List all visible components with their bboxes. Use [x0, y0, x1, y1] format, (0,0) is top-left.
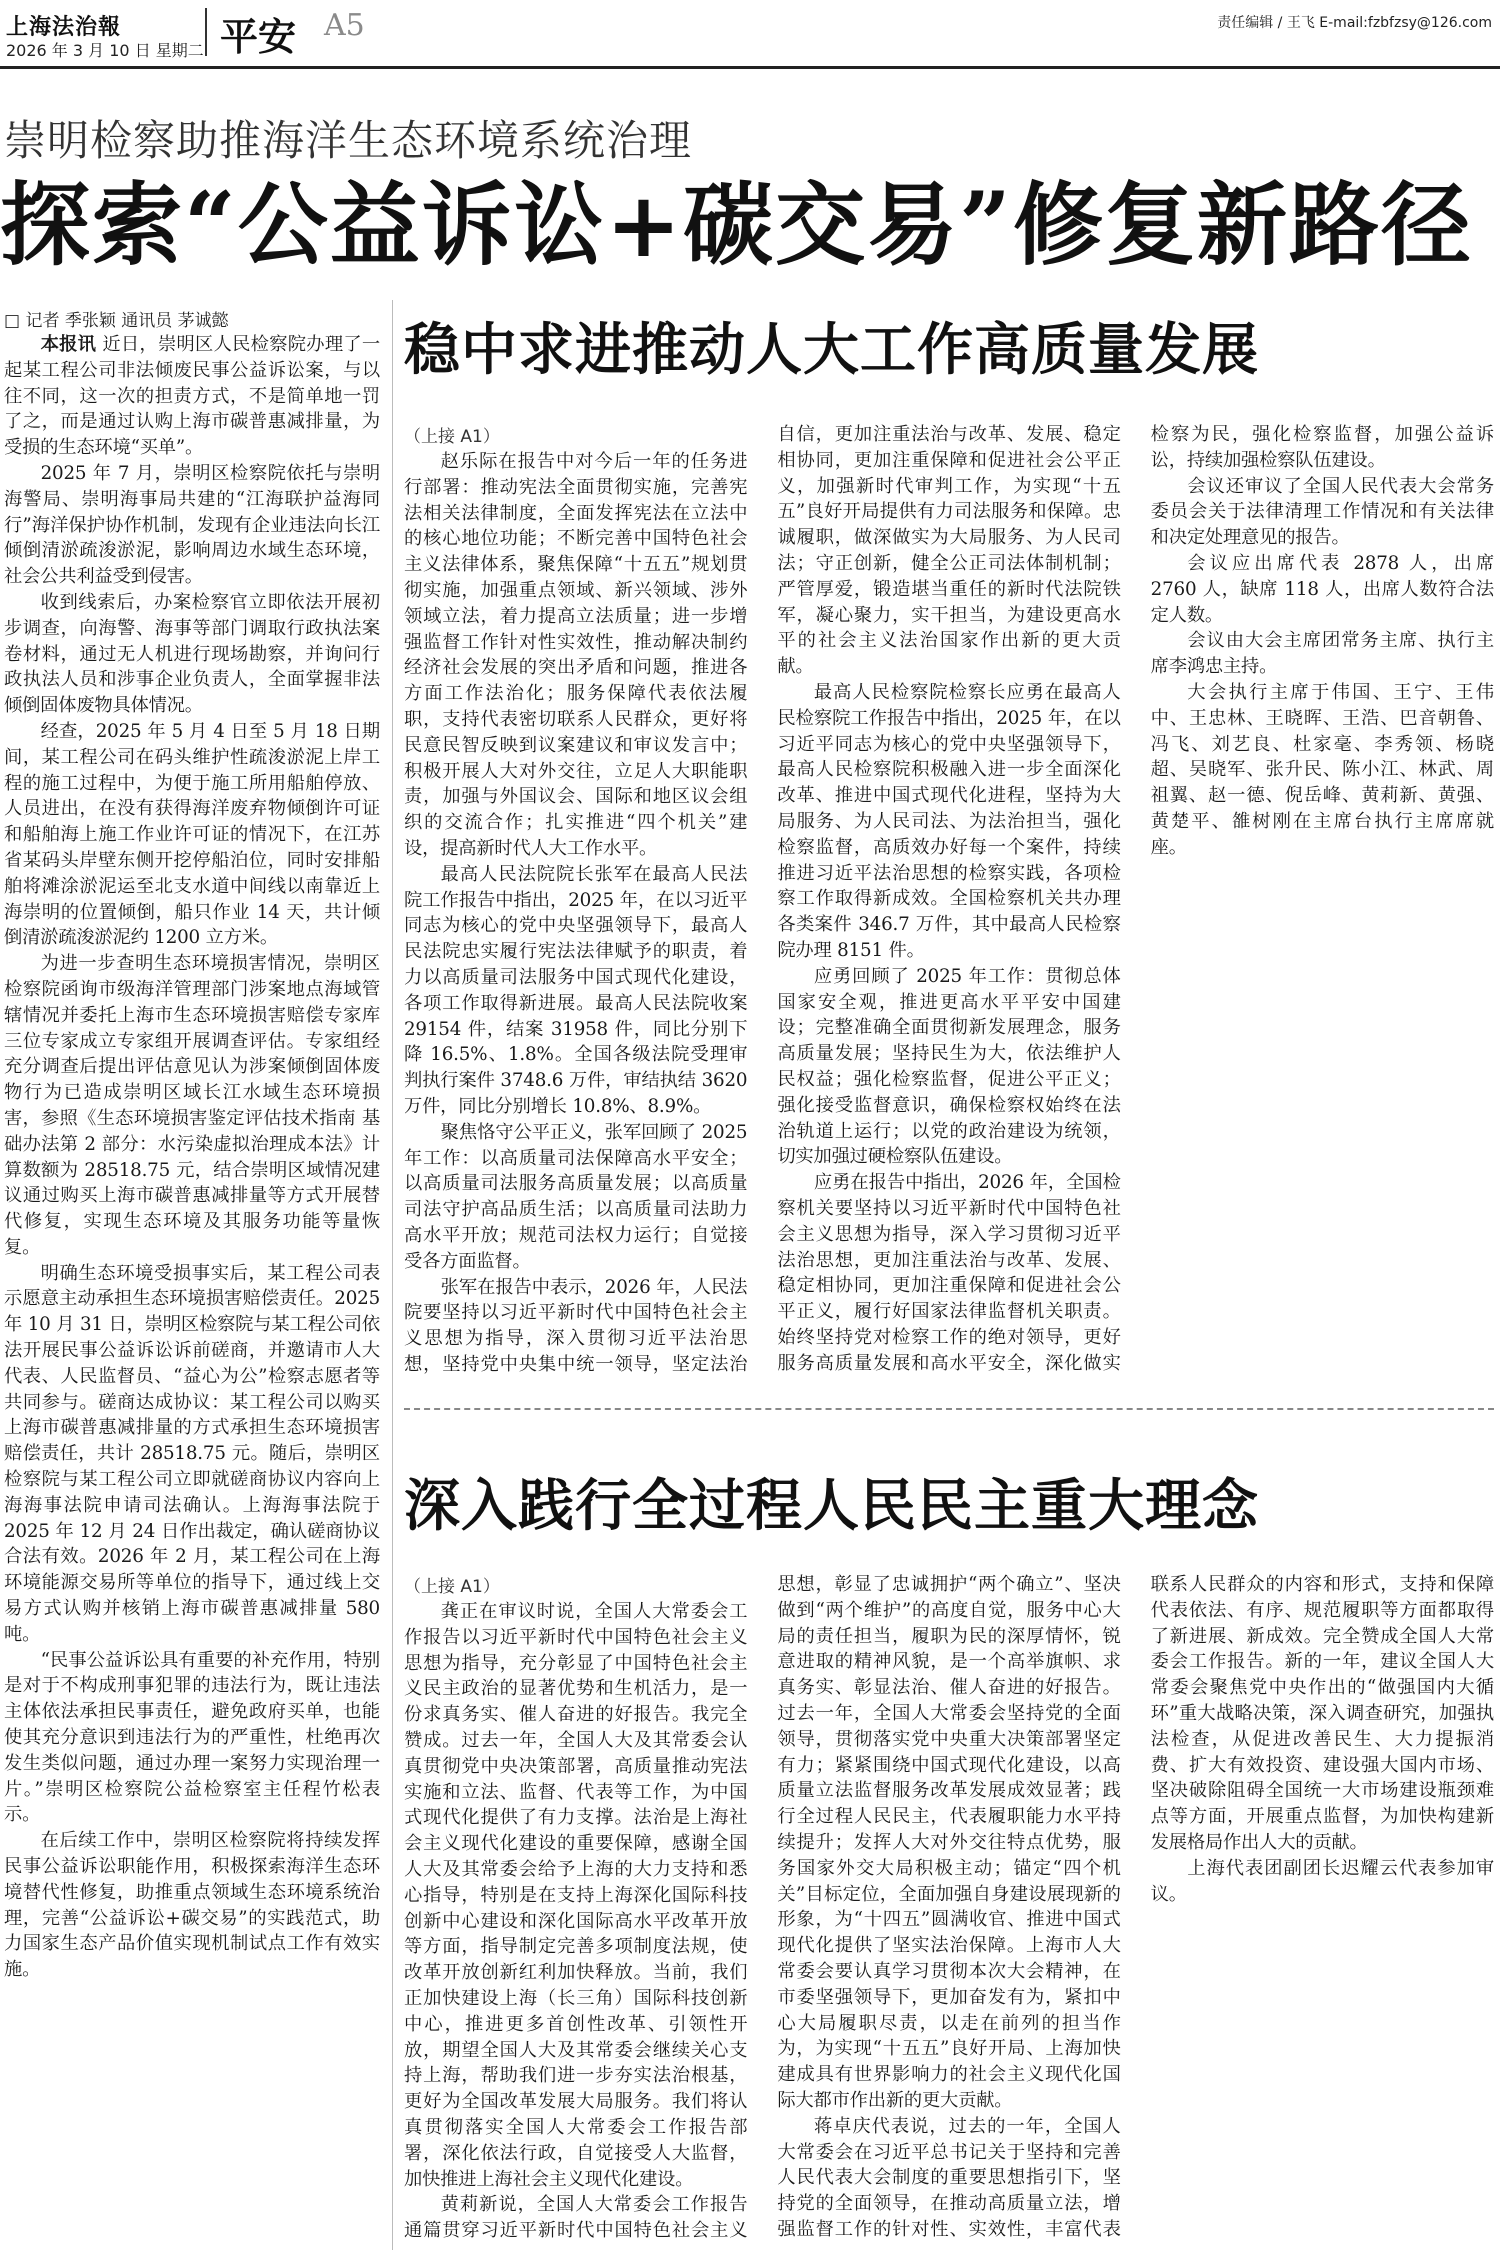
paragraph: 2025 年 7 月，崇明区检察院依托与崇明海警局、崇明海事局共建的“江海联护益海同行”海洋保护协作机制，发现有企业违法向长江倾倒清淤疏浚淤泥，影响周边水域生态环境，社会公共利益受到侵害。: [4, 462, 380, 588]
story-separator: [404, 1408, 1494, 1410]
paragraph: 会议应出席代表 2878 人，出席 2760 人，缺席 118 人，出席人数符合法定人数。: [1150, 552, 1494, 626]
paragraph: 龚正在审议时说，全国人大常委会工作报告以习近平新时代中国特色社会主义思想为指导，充分彰显了中国特色社会主义民主政治的显著优势和生机活力，是一份求真务实、催人奋进的好报告。我完全赞成。过去一年，全国人大及其常委会认真贯彻党中央决策部署，高质量推动宪法实施和立法、监督、代表等工作，为中国式现代化提供了有力支撑。法治是上海社会主义现代化建设的重要保障，感谢全国人大及其常委会给予上海的大力支持和悉心指导，特别是在支持上海深化国际科技创新中心建设和深化国际高水平改革开放等方面，指导制定完善多项制度法规，使改革开放创新红利加快释放。当前，我们正加快建设上海（长三角）国际科技创新中心，推进更多首创性改革、引领性开放，期望全国人大及其常委会继续关心支持上海，帮助我们进一步夯实法治根基，更好为全国改革发展大局服务。我们将认真贯彻落实全国人大常委会工作报告部署，深化依法行政，自觉接受人大监督，加快推进上海社会主义现代化建设。: [404, 1601, 748, 2190]
paragraph: 会议还审议了全国人民代表大会常务委员会关于法律清理工作情况和有关法律和决定处理意见的报告。: [1150, 475, 1494, 549]
paragraph: 张军在报告中表示，2026 年，人民法院要坚持以习近平新时代中国特色社会主义思想为指导，深入贯彻习近平法治思想，坚持党中央集中统一领导，坚定法治自信，更加注重法治与改革、发展、稳定相协同，更加注重保障和促进社会公平正义，加强新时代审判工作，为实现“十五五”良好开局提供有力司法服务和保障。忠诚履职，做深做实为大局服务、为人民司法；守正创新，健全公正司法体制机制；严管厚爱，锻造堪当重任的新时代法院铁军，凝心聚力，实干担当，为建设更高水平的社会主义法治国家作出新的更大贡献。: [404, 424, 1121, 1375]
byline: □ 记者 季张颖 通讯员 茅诚懿: [4, 311, 229, 331]
paragraph: 经查，2025 年 5 月 4 日至 5 月 18 日期间，某工程公司在码头维护性疏浚淤泥上岸工程的施工过程中，为便于施工所用船舶停放、人员进出，在没有获得海洋废弃物倾倒许可证和船舶海上施工作业许可证的情况下，在江苏省某码头岸壁东侧开挖停船泊位，同时安排船舶将滩涂淤泥运至北支水道中间线以南靠近上海崇明的位置倾倒，船只作业 14 天，共计倾倒清淤疏浚淤泥约 1200 立方米。: [4, 720, 380, 949]
paragraph: “民事公益诉讼具有重要的补充作用，特别是对于不构成刑事犯罪的违法行为，既让违法主体依法承担民事责任，避免政府买单，也能使其充分意识到违法行为的严重性，杜绝再次发生类似问题，通过办理一案努力实现治理一片。”崇明区检察院公益检察室主任程竹松表示。: [4, 1649, 380, 1826]
issue-date: 2026 年 3 月 10 日 星期二: [6, 41, 204, 60]
paragraph: 聚焦恪守公平正义，张军回顾了 2025 年工作：以高质量司法保障高水平安全；以高质量司法服务高质量发展；以高质量司法守护高品质生活；以高质量司法助力高水平开放；规范司法权力运行；自觉接受各方面监督。: [404, 1121, 748, 1272]
paragraph: 应勇回顾了 2025 年工作：贯彻总体国家安全观，推进更高水平平安中国建设；完整准确全面贯彻新发展理念，服务高质量发展；坚持民生为大，依法维护人民权益；强化检察监督，促进公平正义；强化接受监督意识，确保检察权始终在法治轨道上运行；以党的政治建设为统领，切实加强过硬检察队伍建设。: [777, 965, 1121, 1168]
paragraph: 会议由大会主席团常务主席、执行主席李鸿忠主持。: [1150, 630, 1494, 678]
paragraph: 大会执行主席于伟国、王宁、王伟中、王忠林、王晓晖、王浩、巴音朝鲁、冯飞、刘艺良、杜家毫、李秀领、杨晓超、吴晓军、张升民、陈小江、林武、周祖翼、赵一德、倪岳峰、黄莉新、黄强、黄楚平、雒树刚在主席台执行主席席就座。: [1150, 681, 1494, 858]
continued-note: （上接 A1）: [404, 427, 500, 447]
masthead-divider: [205, 8, 207, 56]
continued-note: （上接 A1）: [404, 1577, 500, 1597]
lead-label: 本报讯: [40, 334, 97, 355]
paragraph: 最高人民检察院检察长应勇在最高人民检察院工作报告中指出，2025 年，在以习近平同志为核心的党中央坚强领导下，最高人民检察院积极融入进一步全面深化改革、推进中国式现代化进程，坚持为大局服务、为人民司法、为法治担当，强化检察监督，高质效办好每一个案件，持续推进习近平法治思想的检察实践，各项检察工作取得新成效。全国检察机关共办理各类案件 346.7 万件，其中最高人民检察院办理 8151 件。: [777, 681, 1121, 961]
masthead-rule: [0, 66, 1500, 69]
paragraph: 上海代表团副团长迟耀云代表参加审议。: [1150, 1857, 1494, 1905]
main-kicker: 崇明检察助推海洋生态环境系统治理: [4, 116, 693, 165]
paragraph: 本报讯 近日，崇明区人民检察院办理了一起某工程公司非法倾废民事公益诉讼案，与以往不同，这一次的担责方式，不是简单地一罚了之，而是通过认购上海市碳普惠减排量，为受损的生态环境“买单”。: [4, 334, 380, 459]
paragraph: 明确生态环境受损事实后，某工程公司表示愿意主动承担生态环境损害赔偿责任。2025 年 10 月 31 日，崇明区检察院与某工程公司依法开展民事公益诉讼诉前磋商，并邀请市人大代表、人民监督员、“益心为公”检察志愿者等共同参与。磋商达成协议：某工程公司以购买上海市碳普惠减排量的方式承担生态环境损害赔偿责任，共计 28518.75 元。随后，崇明区检察院与某工程公司立即就磋商协议内容向上海海事法院申请司法确认。上海海事法院于 2025 年 12 月 24 日作出裁定，确认磋商协议合法有效。2026 年 2 月，某工程公司在上海环境能源交易所等单位的指导下，通过线上交易方式认购并核销上海市碳普惠减排量 580 吨。: [4, 1262, 380, 1645]
story2-body: [404, 422, 1494, 1382]
paragraph: 赵乐际在报告中对今后一年的任务进行部署：推动宪法全面贯彻实施，完善宪法相关法律制度，全面发挥宪法在立法中的核心地位功能；不断完善中国特色社会主义法律体系，聚焦保障“十五五”规划贯彻实施，加强重点领域、新兴领域、涉外领域立法，着力提高立法质量；进一步增强监督工作针对性实效性，推动解决制约经济社会发展的突出矛盾和问题，推进各方面工作法治化；服务保障代表依法履职，支持代表密切联系人民群众，更好将民意民智反映到议案建议和审议发言中；积极开展人大对外交往，立足人大职能职责，加强与外国议会、国际和地区议会组织的交流合作；扎实推进“四个机关”建设，提高新时代人大工作水平。: [404, 451, 748, 859]
paragraph: 黄莉新说，全国人大常委会工作报告通篇贯穿习近平新时代中国特色社会主义思想，彰显了忠诚拥护“两个确立”、坚决做到“两个维护”的高度自觉，服务中心大局的责任担当，履职为民的深厚情怀，锐意进取的精神风貌，是一个高举旗帜、求真务实、彰显法治、催人奋进的好报告。过去一年，全国人大常委会坚持党的全面领导，贯彻落实党中央重大决策部署坚定有力；紧紧围绕中国式现代化建设，以高质量立法监督服务改革发展成效显著；践行全过程人民民主，代表履职能力水平持续提升；发挥人大对外交往特点优势，服务国家外交大局积极主动；锚定“四个机关”目标定位，全面加强自身建设展现新的形象，为“十四五”圆满收官、推进中国式现代化提供了坚实法治保障。上海市人大常委会要认真学习贯彻本次大会精神，在市委坚强领导下，更加奋发有为，紧扣中心大局履职尽责，以走在前列的担当作为，为实现“十五五”良好开局、上海加快建成具有世界影响力的社会主义现代化国际大都市作出新的更大贡献。: [404, 1574, 1121, 2242]
story3-body: [404, 1572, 1494, 2248]
story2-title: 稳中求进推动人大工作高质量发展: [404, 317, 1259, 383]
main-story-body: [4, 332, 380, 2242]
paragraph: 在后续工作中，崇明区检察院将持续发挥民事公益诉讼职能作用，积极探索海洋生态环境替代性修复，助推重点领域生态环境系统治理，完善“公益诉讼+碳交易”的实践范式，助力国家生态产品价值实现机制试点工作有效实施。: [4, 1830, 380, 1981]
main-headline: 探索“公益诉讼+碳交易”修复新路径: [0, 172, 1473, 278]
paragraph: 为进一步查明生态环境损害情况，崇明区检察院函询市级海洋管理部门涉案地点海域管辖情况并委托上海市生态环境损害赔偿专家库三位专家成立专家组开展调查评估。专家组经充分调查后提出评估意见认为涉案倾倒固体废物行为已造成崇明区域长江水域生态环境损害，参照《生态环境损害鉴定评估技术指南 基础办法第 2 部分：水污染虚拟治理成本法》计算数额为 28518.75 元，结合崇明区域情况建议通过购买上海市碳普惠减排量等方式开展替代修复，实现生态环境及其服务功能等量恢复。: [4, 953, 380, 1258]
paragraph: 应勇在报告中指出，2026 年，全国检察机关要坚持以习近平新时代中国特色社会主义思想为指导，深入学习贯彻习近平法治思想，更加注重法治与改革、发展、稳定相协同，更加注重保障和促进社会公平正义，履行好国家法律监督机关职责。始终坚持党对检察工作的绝对领导，更好服务高质量发展和高水平安全，深化做实检察为民，强化检察监督，加强公益诉讼，持续加强检察队伍建设。: [777, 424, 1494, 1374]
column-rule: [392, 300, 393, 2250]
story3-title: 深入践行全过程人民民主重大理念: [404, 1473, 1259, 1539]
paragraph: 蒋卓庆代表说，过去的一年，全国人大常委会在习近平总书记关于坚持和完善人民代表大会制度的重要思想指引下，坚持党的全面领导，在推动高质量立法，增强监督工作的针对性、实效性，丰富代表联系人民群众的内容和形式，支持和保障代表依法、有序、规范履职等方面都取得了新进展、新成效。完全赞成全国人大常委会工作报告。新的一年，建议全国人大常委会聚焦党中央作出的“做强国内大循环”重大战略决策，深入调查研究，加强执法检查，从促进改善民生、大力提振消费、扩大有效投资、建设强大国内市场、坚决破除阻碍全国统一大市场建设瓶颈难点等方面，开展重点监督，为加快构建新发展格局作出人大的贡献。: [777, 1574, 1494, 2240]
editor-credit: 责任编辑 / 王飞 E-mail:fzbfzsy@126.com: [1217, 15, 1492, 31]
page-number: A5: [324, 8, 365, 43]
section-name: 平安: [220, 15, 297, 59]
paragraph: 收到线索后，办案检察官立即依法开展初步调查，向海警、海事等部门调取行政执法案卷材料，通过无人机进行现场勘察，并询问行政执法人员和涉事企业负责人，全面掌握非法倾倒固体废物具体情况。: [4, 591, 380, 717]
paper-logo: 上海法治報: [6, 14, 122, 40]
paragraph: 最高人民法院院长张军在最高人民法院工作报告中指出，2025 年，在以习近平同志为核心的党中央坚强领导下，最高人民法院忠实履行宪法法律赋予的职责，着力以高质量司法服务中国式现代化建设，各项工作取得新进展。最高人民法院收案 29154 件，结案 31958 件，同比分别下降 16.5%、1.8%。全国各级法院受理审判执行案件 3748.6 万件，审结执结 3620 万件，同比分别增长 10.8%、8.9%。: [404, 863, 748, 1117]
